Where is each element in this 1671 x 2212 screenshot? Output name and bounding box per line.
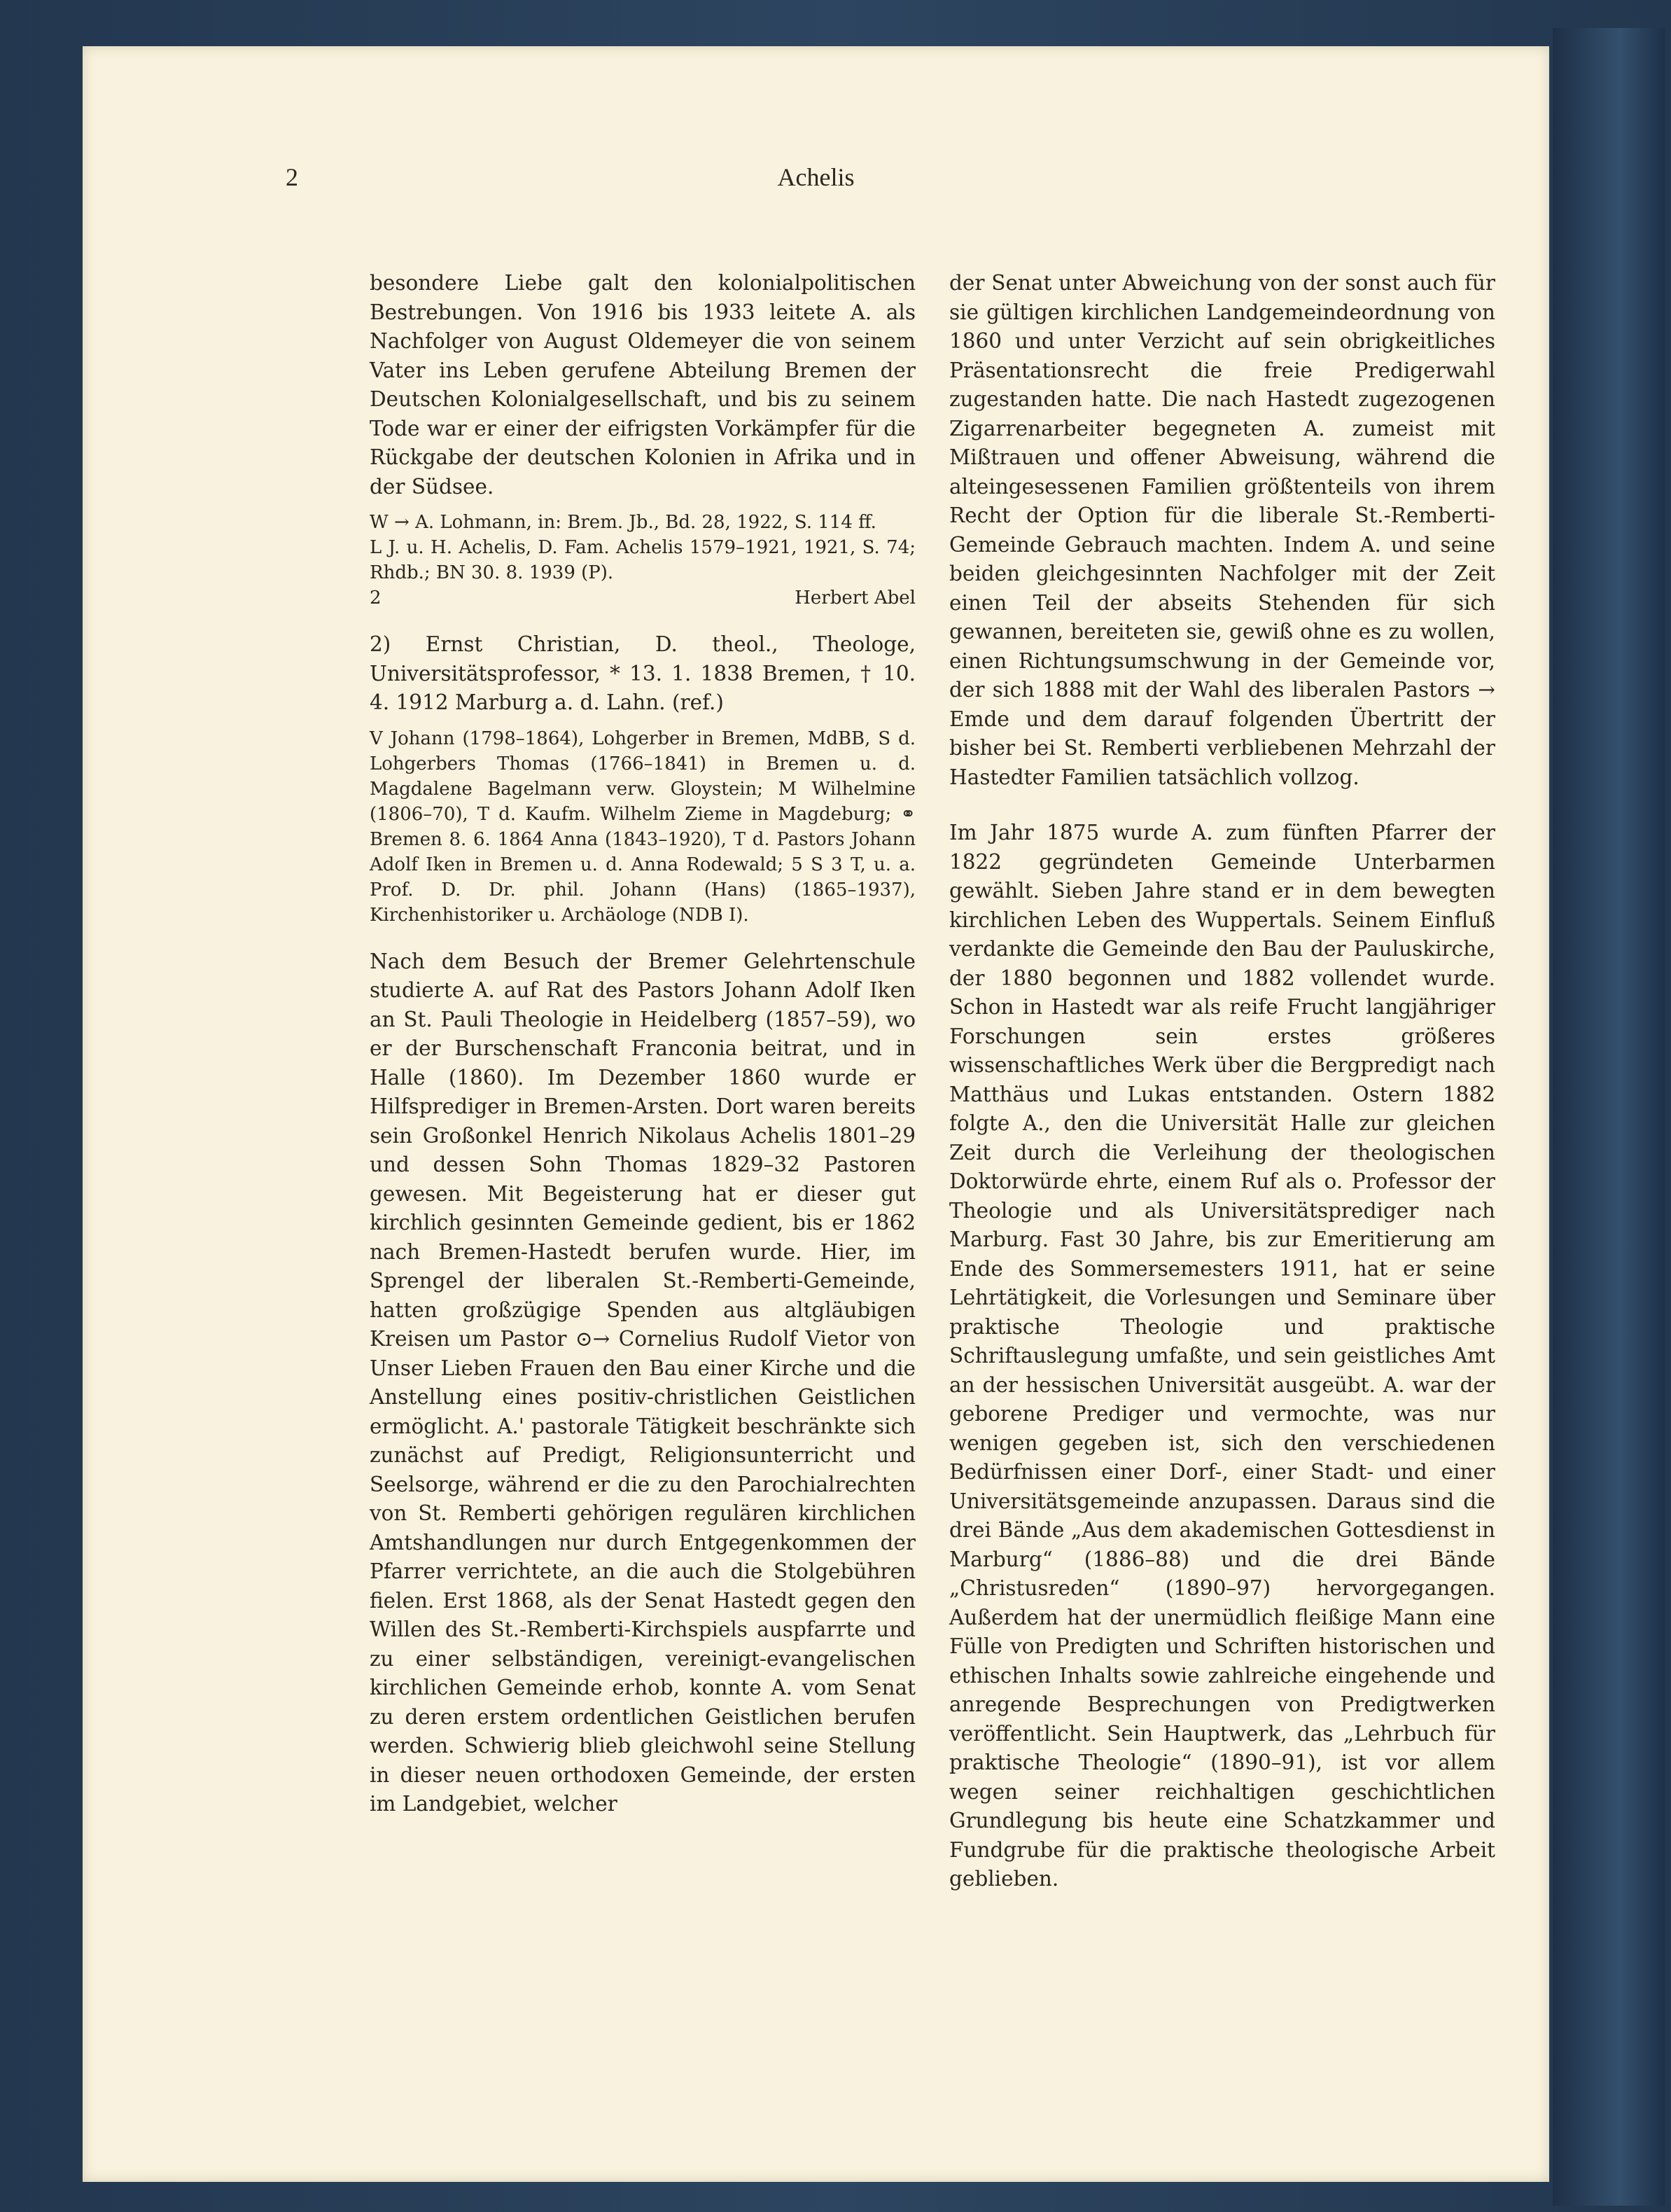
- book-edge: [1553, 28, 1665, 2206]
- literature-reference: L J. u. H. Achelis, D. Fam. Achelis 1579–1921, 1921, S. 74; Rhdb.; BN 30. 8. 1939 (P).: [370, 537, 916, 583]
- paragraph: der Senat unter Abweichung von der sonst auch für sie gültigen kirchlichen Landgemeindeordnung von 1860 und unter Verzicht auf sein obrigkeitliches Präsentationsrecht die freie Predigerwahl zugestanden hatte. Die nach Hastedt zugezogenen Zigarrenarbeiter begegneten A. zumeist mit Mißtrauen und offener Abweisung, während die alteingesessenen Familien größtenteils von ihrem Recht der Option für die liberale St.-Remberti-Gemeinde Gebrauch machten. Indem A. und seine beiden gleichgesinnten Nachfolger mit der Zeit einen Teil der abseits Stehenden für sich gewannen, bereiteten sie, gewiß ohne es zu wollen, einen Richtungsumschwung in der Gemeinde vor, der sich 1888 mit der Wahl des liberalen Pastors → Emde und dem darauf folgenden Übertritt der bisher bei St. Remberti verbliebenen Mehrzahl der Hastedter Familien tatsächlich vollzog.: [949, 271, 1495, 789]
- signature-number: 2: [370, 587, 382, 608]
- book-page: [83, 46, 1549, 2182]
- page-number: 2: [286, 163, 298, 191]
- paragraph: Im Jahr 1875 wurde A. zum fünften Pfarrer der 1822 gegründeten Gemeinde Unterbarmen gewählt. Sieben Jahre stand er in dem bewegten kirchlichen Leben des Wuppertals. Seinem Einfluß verdankte die Gemeinde den Bau der Pauluskirche, der 1880 begonnen und 1882 vollendet wurde. Schon in Hastedt war als reife Frucht langjähriger Forschungen sein erstes größeres wissenschaftliches Werk über die Bergpredigt nach Matthäus und Lukas entstanden. Ostern 1882 folgte A., den die Universität Halle zur gleichen Zeit durch die Verleihung der theologischen Doktorwürde ehrte, einem Ruf als o. Professor der Theologie und als Universitätsprediger nach Marburg. Fast 30 Jahre, bis zur Emeritierung am Ende des Sommersemesters 1911, hat er seine Lehrtätigkeit, die Vorlesungen und Seminare über praktische Theologie und praktische Schriftauslegung umfaßte, und sein geistliches Amt an der hessischen Universität ausgeübt. A. war der geborene Prediger und vermochte, was nur wenigen gegeben ist, sich den verschiedenen Bedürfnissen einer Dorf-, einer Stadt- und einer Universitätsgemeinde anzupassen. Daraus sind die drei Bände „Aus dem akademischen Gottesdienst in Marburg“ (1886–88) und die drei Bände „Christusreden“ (1890–97) hervorgegangen. Außerdem hat der unermüdlich fleißige Mann eine Fülle von Predigten und Schriften historischen und ethischen Inhalts sowie zahlreiche eingehende und anregende Besprechungen von Predigtwerken veröffentlicht. Sein Hauptwerk, das „Lehrbuch für praktische Theologie“ (1890–91), ist vor allem wegen seiner reichhaltigen geschichtlichen Grundlegung bis heute eine Schatzkammer und Fundgrube für die praktische theologische Arbeit geblieben.: [949, 821, 1495, 1891]
- genealogy: V Johann (1798–1864), Lohgerber in Bremen, MdBB, S d. Lohgerbers Thomas (1766–1841) in Bremen u. d. Magdalene Bagelmann verw. Gloystein; M Wilhelmine (1806–70), T d. Kaufm. Wilhelm Zieme in Magdeburg; ⚭ Bremen 8. 6. 1864 Anna (1843–1920), T d. Pastors Johann Adolf Iken in Bremen u. d. Anna Rodewald; 5 S 3 T, u. a. Prof. D. Dr. phil. Johann (Hans) (1865–1937), Kirchenhistoriker u. Archäologe (NDB I).: [370, 728, 916, 926]
- entry-heading: 2) Ernst Christian, D. theol., Theologe, Universitätsprofessor, * 13. 1. 1838 Bremen, † 10. 4. 1912 Marburg a. d. Lahn. (ref.): [370, 632, 916, 714]
- page-header: [286, 162, 1346, 204]
- signature-author: Herbert Abel: [795, 587, 916, 608]
- works-reference: W → A. Lohmann, in: Brem. Jb., Bd. 28, 1922, S. 114 ff.: [370, 512, 876, 533]
- right-column: [949, 269, 1495, 1894]
- author-signature: [370, 585, 916, 611]
- running-title: Achelis: [777, 163, 855, 191]
- paragraph: Nach dem Besuch der Bremer Gelehrtenschule studierte A. auf Rat des Pastors Johann Adolf Iken an St. Pauli Theologie in Heidelberg (1857–59), wo er der Burschenschaft Franconia beitrat, und in Halle (1860). Im Dezember 1860 wurde er Hilfsprediger in Bremen-Arsten. Dort waren bereits sein Großonkel Henrich Nikolaus Achelis 1801–29 und dessen Sohn Thomas 1829–32 Pastoren gewesen. Mit Begeisterung hat er dieser gut kirchlich gesinnten Gemeinde gedient, bis er 1862 nach Bremen-Hastedt berufen wurde. Hier, im Sprengel der liberalen St.-Remberti-Gemeinde, hatten großzügige Spenden aus altgläubigen Kreisen um Pastor ⊙→ Cornelius Rudolf Vietor von Unser Lieben Frauen den Bau einer Kirche und die Anstellung eines positiv-christlichen Geistlichen ermöglicht. A.' pastorale Tätigkeit beschränkte sich zunächst auf Predigt, Religionsunterricht und Seelsorge, während er die zu den Parochialrechten von St. Remberti gehörigen regulären kirchlichen Amtshandlungen nur durch Entgegenkommen der Pfarrer verrichtete, an die auch die Stolgebühren fielen. Erst 1868, als der Senat Hastedt gegen den Willen des St.-Remberti-Kirchspiels auspfarrte und zu einer selbständigen, vereinigt-evangelischen kirchlichen Gemeinde erhob, konnte A. vom Senat zu deren erstem ordentlichen Geistlichen berufen werden. Schwierig blieb gleichwohl seine Stellung in dieser neuen orthodoxen Gemeinde, der ersten im Landgebiet, welcher: [370, 949, 916, 1816]
- left-column: [370, 269, 916, 1819]
- paragraph: besondere Liebe galt den kolonialpolitischen Bestrebungen. Von 1916 bis 1933 leitete A. als Nachfolger von August Oldemeyer die von seinem Vater ins Leben gerufene Abteilung Bremen der Deutschen Kolonialgesellschaft, und bis zu seinem Tode war er einer der eifrigsten Vorkämpfer für die Rückgabe der deutschen Kolonien in Afrika und in der Südsee.: [370, 271, 916, 499]
